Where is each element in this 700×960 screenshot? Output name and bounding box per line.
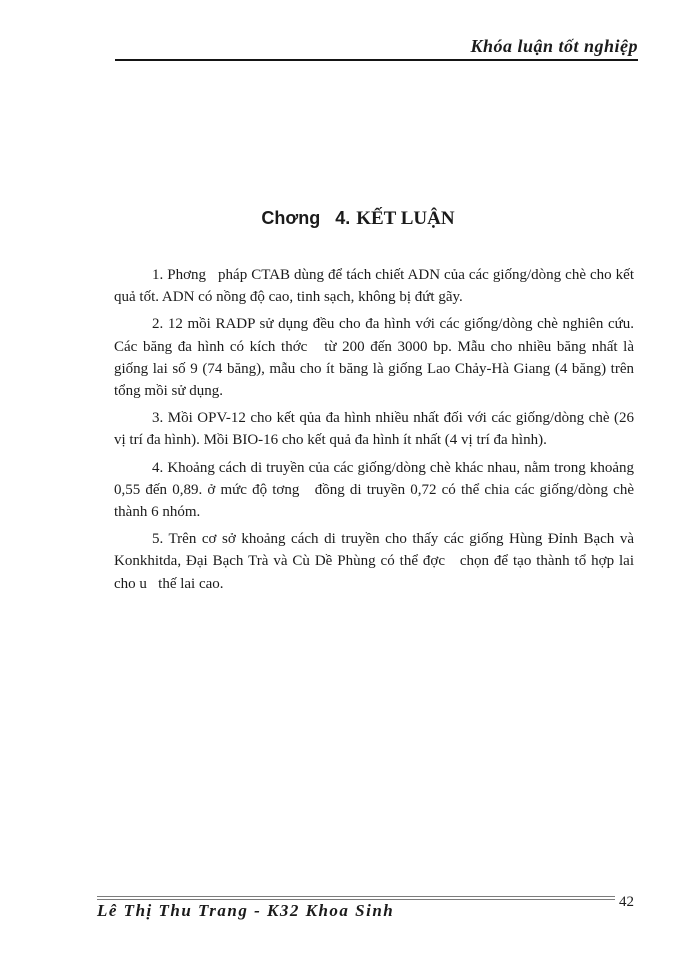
header-title: Khóa luận tốt nghiệp <box>470 36 638 56</box>
paragraph-4: 4. Khoảng cách di truyền của các giống/dòng chè khác nhau, nằm trong khoảng 0,55 đến 0,89. ở mức độ tơng đồng di truyền 0,72 có thể chia các giống/dòng chè thành 6 nhóm. <box>114 459 638 521</box>
page-header <box>115 36 638 61</box>
body-text <box>114 264 642 600</box>
footer-author: Lê Thị Thu Trang - K32 Khoa Sinh <box>97 901 395 920</box>
chapter-heading <box>0 190 700 248</box>
chapter-title: KẾT LUẬN <box>356 208 455 229</box>
paragraph-2: 2. 12 mồi RADP sử dụng đều cho đa hình với các giống/dòng chè nghiên cứu. Các băng đa hình có kích thớc từ 200 đến 3000 bp. Mẫu cho nhiều băng nhất là giống lai số 9 (74 băng), mẫu cho ít băng là giống Lao Chảy-Hà Giang (4 băng) trên tổng mồi sử dụng. <box>114 316 642 400</box>
paragraph-3: 3. Mồi OPV-12 cho kết qủa đa hình nhiều nhất đối với các giống/dòng chè (26 vị trí đa hình). Mồi BIO-16 cho kết quả đa hình ít nhất (4 vị trí đa hình). <box>114 410 638 449</box>
page-number: 42 <box>619 894 634 910</box>
footer-divider <box>97 896 615 900</box>
paragraph-1: 1. Phơng pháp CTAB dùng để tách chiết ADN của các giống/dòng chè cho kết quả tốt. ADN có nồng độ cao, tinh sạch, không bị đứt gãy. <box>114 267 638 306</box>
paragraph-5: 5. Trên cơ sở khoảng cách di truyền cho thấy các giống Hùng Đỉnh Bạch và Konkhitda, Đại Bạch Trà và Cù Dề Phùng có thể đợc chọn để tạo thành tổ hợp lai cho u thế lai cao. <box>114 531 638 592</box>
chapter-number: Chơng 4. <box>261 208 351 228</box>
